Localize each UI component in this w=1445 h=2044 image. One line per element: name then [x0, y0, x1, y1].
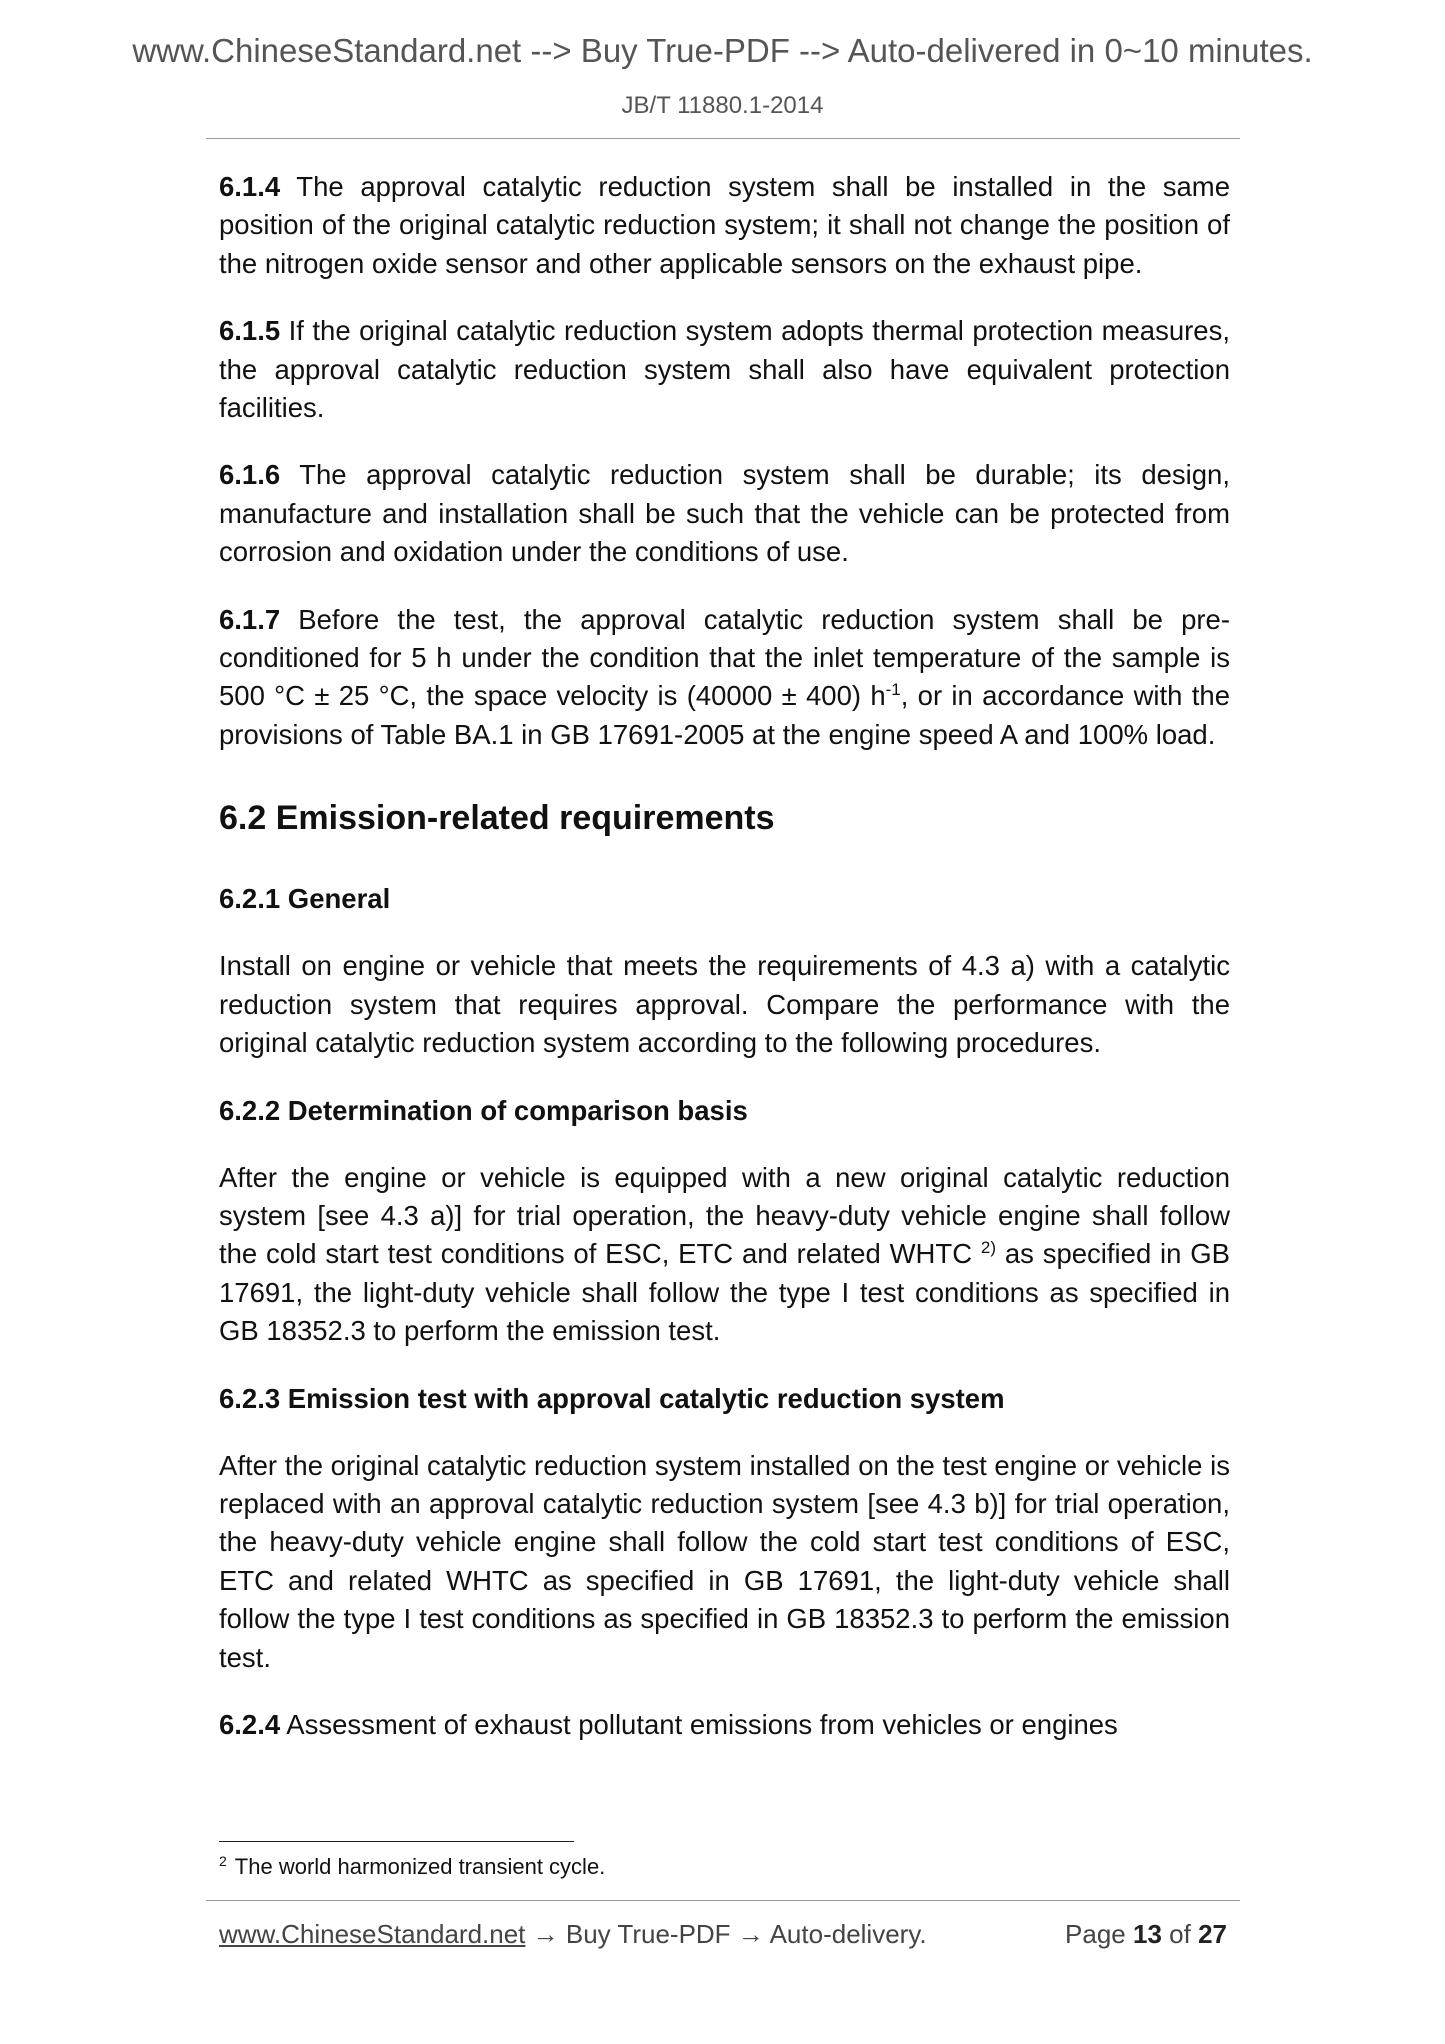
subsection-heading-6-2-2: 6.2.2 Determination of comparison basis — [219, 1094, 748, 1126]
footer-divider — [206, 1900, 1240, 1901]
paragraph-6-2-1: Install on engine or vehicle that meets the requirements of 4.3 a) with a catalytic reduction system that requires approval. Compare the performance with the original catalytic reduction system according to the following procedures. — [219, 950, 1230, 1059]
clause-text: The approval catalytic reduction system shall be durable; its design, manufacture and installation shall be such that the vehicle can be protected from corrosion and oxidation under the conditions of use. — [219, 459, 1230, 568]
clause-number: 6.1.4 — [219, 171, 281, 202]
arrow-icon: → — [730, 1919, 770, 1949]
clause-6-1-4 — [219, 168, 1230, 283]
clause-text: Before the test, the approval catalytic reduction system shall be pre-conditioned for 5 h under the condition that the inlet temperature of the sample is 500 °C ± 25 °C, the space velocity is (40000 ± 400) h — [219, 603, 1230, 712]
buy-text: Buy True-PDF — [565, 1919, 731, 1949]
footnote-marker: 2 — [219, 1852, 227, 1869]
arrow-icon: → — [525, 1919, 566, 1949]
footnote-reference: 2) — [980, 1238, 997, 1258]
clause-number: 6.1.5 — [219, 315, 281, 347]
clause-text: The approval catalytic reduction system shall be installed in the same position of the original catalytic reduction system; it shall not change the position of the nitrogen oxide sensor and other applicable sensors on the exhaust pipe. — [219, 171, 1230, 279]
clause-text-continued: , or in accordance with the provisions of Table BA.1 in GB 17691-2005 at the engine speed A and 100% load. — [219, 680, 1230, 750]
paragraph-text: After the engine or vehicle is equipped with a new original catalytic reduction system [see 4.3 a)] for trial operation, the heavy-duty vehicle engine shall follow the cold start test conditions of ESC, ETC and related WHTC — [219, 1161, 1230, 1270]
footnote-text: The world harmonized transient cycle. — [234, 1854, 606, 1879]
section-heading-6-2: 6.2 Emission-related requirements — [219, 799, 775, 838]
footnote-divider — [219, 1841, 574, 1842]
clause-number: 6.1.6 — [219, 459, 281, 491]
paragraph-6-2-2 — [219, 1159, 1230, 1351]
document-body — [219, 168, 1230, 1773]
footnote — [219, 1854, 605, 1880]
paragraph-text-continued: as specified in GB 17691, the light-duty vehicle shall follow the type I test conditions as specified in GB 18352.3 to perform the emission test. — [219, 1238, 1231, 1347]
page-number: 13 — [1133, 1919, 1162, 1949]
clause-6-1-6 — [219, 456, 1230, 571]
of-label: of — [1169, 1919, 1191, 1949]
delivery-text: Auto-delivery. — [769, 1919, 927, 1949]
page-indicator — [1065, 1919, 1227, 1950]
clause-6-1-7 — [219, 601, 1230, 755]
clause-6-2-4 — [219, 1706, 1230, 1744]
superscript: -1 — [885, 680, 901, 700]
clause-text: If the original catalytic reduction system adopts thermal protection measures, the approval catalytic reduction system shall also have equivalent protection facilities. — [219, 315, 1230, 424]
clause-number: 6.1.7 — [219, 603, 281, 635]
subsection-heading-6-2-1: 6.2.1 General — [219, 883, 391, 915]
page-total: 27 — [1198, 1919, 1227, 1949]
site-link[interactable]: www.ChineseStandard.net — [219, 1919, 526, 1949]
subsection-heading-6-2-3: 6.2.3 Emission test with approval catalytic reduction system — [219, 1382, 1005, 1414]
clause-6-1-5 — [219, 312, 1230, 427]
paragraph-6-2-3: After the original catalytic reduction system installed on the test engine or vehicle is replaced with an approval catalytic reduction system [see 4.3 b)] for trial operation, the heavy-duty vehicle engine shall follow the cold start test conditions of ESC, ETC and related WHTC as specified in GB 17691, the light-duty vehicle shall follow the type I test conditions as specified in GB 18352.3 to perform the emission test. — [219, 1449, 1230, 1673]
header-divider — [206, 138, 1240, 139]
document-id: JB/T 11880.1-2014 — [621, 92, 824, 119]
footer-links — [219, 1919, 927, 1950]
page-label: Page — [1065, 1919, 1126, 1949]
clause-text: Assessment of exhaust pollutant emissions from vehicles or engines — [280, 1708, 1118, 1740]
clause-number: 6.2.4 — [219, 1708, 281, 1740]
site-banner: www.ChineseStandard.net --> Buy True-PDF --> Auto-delivered in 0~10 minutes. — [132, 32, 1313, 69]
